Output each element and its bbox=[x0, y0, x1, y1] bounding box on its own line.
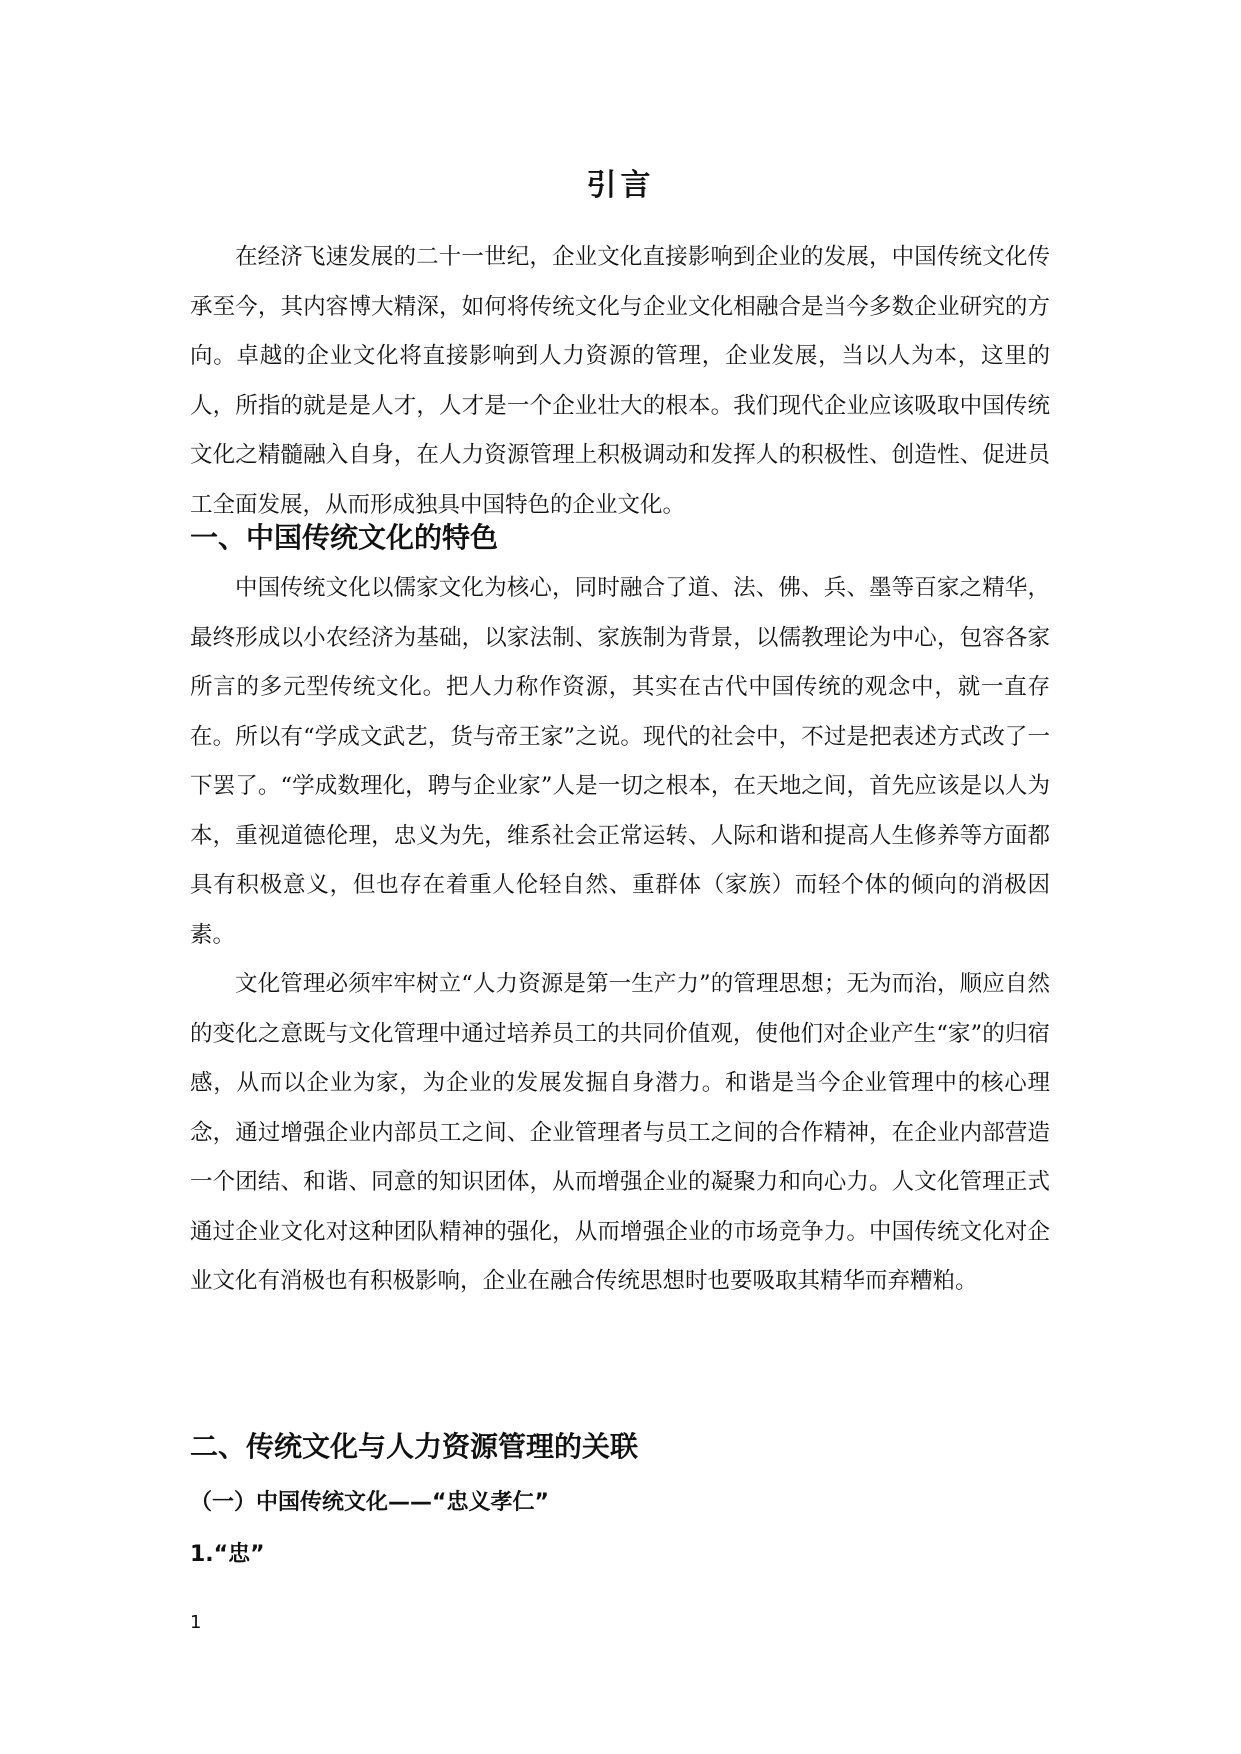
section-1-body bbox=[190, 564, 1050, 1307]
section-1-paragraph-1: 中国传统文化以儒家文化为核心，同时融合了道、法、佛、兵、墨等百家之精华，最终形成以小农经济为基础，以家法制、家族制为背景，以儒教理论为中心，包容各家所言的多元型传统文化。把人力称作资源，其实在古代中国传统的观念中，就一直存在。所以有“学成文武艺，货与帝王家”之说。现代的社会中，不过是把表述方式改了一下罢了。“学成数理化，聘与企业家”人是一切之根本，在天地之间，首先应该是以人为本，重视道德伦理，忠义为先，维系社会正常运转、人际和谐和提高人生修养等方面都具有积极意义，但也存在着重人伦轻自然、重群体（家族）而轻个体的倾向的消极因素。 bbox=[190, 575, 1050, 948]
section-1-heading: 一、中国传统文化的特色 bbox=[190, 521, 499, 554]
page-number: 1 bbox=[190, 1612, 202, 1633]
section-2-subheading: （一）中国传统文化——“忠义孝仁” bbox=[190, 1490, 549, 1515]
intro-block bbox=[190, 233, 1050, 530]
section-2-item-1: 1.“忠” bbox=[190, 1542, 265, 1567]
page-title: 引言 bbox=[586, 168, 655, 203]
section-2-heading: 二、传统文化与人力资源管理的关联 bbox=[190, 1430, 639, 1463]
section-1-paragraph-2: 文化管理必须牢牢树立“人力资源是第一生产力”的管理思想；无为而治，顺应自然的变化之意既与文化管理中通过培养员工的共同价值观，使他们对企业产生“家”的归宿感，从而以企业为家，为企业的发展发掘自身潜力。和谐是当今企业管理中的核心理念，通过增强企业内部员工之间、企业管理者与员工之间的合作精神，在企业内部营造一个团结、和谐、同意的知识团体，从而增强企业的凝聚力和向心力。人文化管理正式通过企业文化对这种团队精神的强化，从而增强企业的市场竞争力。中国传统文化对企业文化有消极也有积极影响，企业在融合传统思想时也要吸取其精华而弃糟粕。 bbox=[190, 971, 1050, 1294]
intro-paragraph: 在经济飞速发展的二十一世纪，企业文化直接影响到企业的发展，中国传统文化传承至今，其内容博大精深，如何将传统文化与企业文化相融合是当今多数企业研究的方向。卓越的企业文化将直接影响到人力资源的管理，企业发展，当以人为本，这里的人，所指的就是是人才，人才是一个企业壮大的根本。我们现代企业应该吸取中国传统文化之精髓融入自身，在人力资源管理上积极调动和发挥人的积极性、创造性、促进员工全面发展，从而形成独具中国特色的企业文化。 bbox=[190, 244, 1050, 518]
